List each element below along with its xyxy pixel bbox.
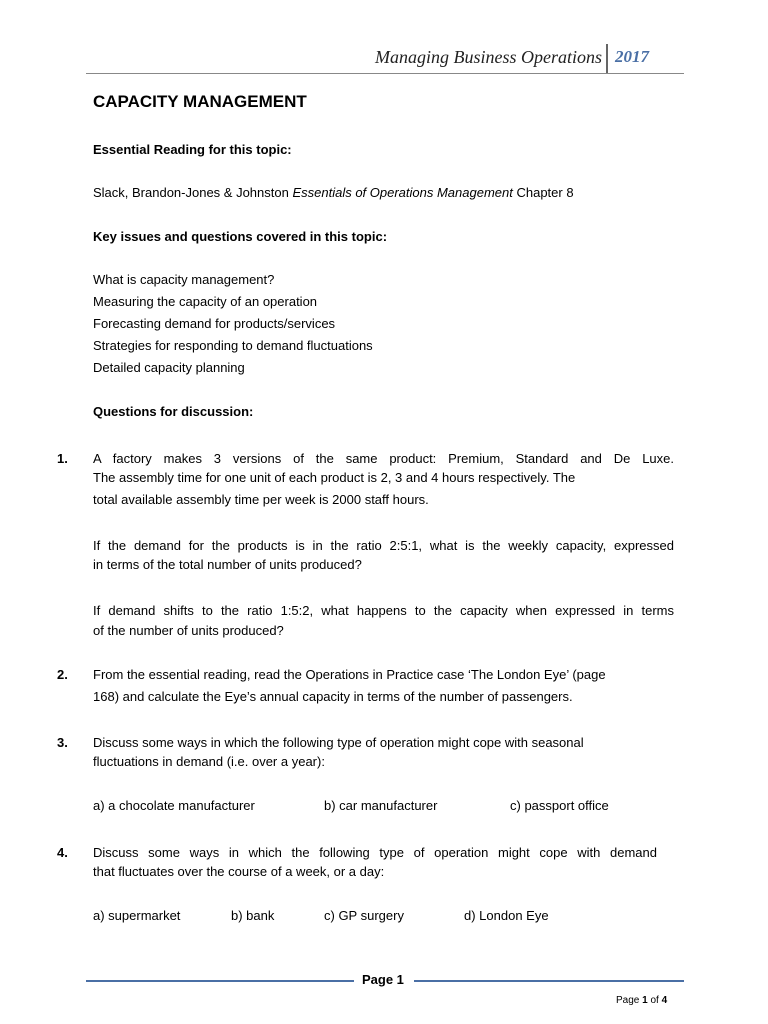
question-line: Discuss some ways in which the following type of operation might cope with demand bbox=[93, 845, 657, 860]
reading-reference bbox=[93, 185, 574, 200]
question-line: A factory makes 3 versions of the same product: Premium, Standard and De Luxe. bbox=[93, 451, 674, 466]
page-title: CAPACITY MANAGEMENT bbox=[93, 92, 307, 111]
reading-book: Essentials of Operations Management bbox=[292, 185, 513, 200]
footer-rule-left bbox=[86, 980, 354, 982]
footer-page-label: Page 1 bbox=[362, 972, 404, 987]
page-header bbox=[0, 44, 768, 74]
header-title: Managing Business Operations bbox=[375, 47, 602, 67]
reading-authors: Slack, Brandon-Jones & Johnston bbox=[93, 185, 293, 200]
option-item: c) passport office bbox=[510, 798, 609, 813]
question-number: 3. bbox=[57, 735, 68, 750]
page-counter bbox=[616, 995, 667, 1006]
list-item: Strategies for responding to demand fluctuations bbox=[93, 338, 373, 353]
question-line: If the demand for the products is in the ratio 2:5:1, what is the weekly capacity, expressed bbox=[93, 538, 674, 553]
question-line: Discuss some ways in which the following type of operation might cope with seasonal bbox=[93, 735, 584, 750]
option-item: a) supermarket bbox=[93, 908, 181, 923]
question-line: of the number of units produced? bbox=[93, 623, 284, 638]
key-issues-label: Key issues and questions covered in this topic: bbox=[93, 229, 388, 244]
reading-label: Essential Reading for this topic: bbox=[93, 142, 292, 157]
header-rule bbox=[86, 73, 684, 74]
option-item: c) GP surgery bbox=[324, 908, 404, 923]
option-item: a) a chocolate manufacturer bbox=[93, 798, 255, 813]
list-item: Measuring the capacity of an operation bbox=[93, 294, 318, 309]
page-counter-current: 1 bbox=[642, 995, 648, 1006]
question-number: 4. bbox=[57, 845, 68, 860]
page-counter-word: Page bbox=[616, 995, 643, 1006]
question-line: The assembly time for one unit of each product is 2, 3 and 4 hours respectively. The bbox=[93, 470, 576, 485]
list-item: Forecasting demand for products/services bbox=[93, 316, 336, 331]
question-line: total available assembly time per week is 2000 staff hours. bbox=[93, 492, 429, 507]
question-line: in terms of the total number of units produced? bbox=[93, 557, 362, 572]
question-number: 2. bbox=[57, 667, 68, 682]
option-item: d) London Eye bbox=[464, 908, 549, 923]
option-item: b) car manufacturer bbox=[324, 798, 438, 813]
question-number: 1. bbox=[57, 451, 68, 466]
footer-rule-right bbox=[414, 980, 684, 982]
header-year: 2017 bbox=[615, 47, 649, 66]
question-line: that fluctuates over the course of a week, or a day: bbox=[93, 864, 385, 879]
list-item: What is capacity management? bbox=[93, 272, 275, 287]
list-item: Detailed capacity planning bbox=[93, 360, 245, 375]
question-line: 168) and calculate the Eye’s annual capacity in terms of the number of passengers. bbox=[93, 689, 573, 704]
page-counter-total: 4 bbox=[661, 995, 668, 1006]
discussion-label: Questions for discussion: bbox=[93, 404, 254, 419]
reading-chapter: Chapter 8 bbox=[512, 185, 574, 200]
question-line: If demand shifts to the ratio 1:5:2, what happens to the capacity when expressed in terms bbox=[93, 603, 674, 618]
header-divider bbox=[606, 44, 608, 74]
question-line: From the essential reading, read the Operations in Practice case ‘The London Eye’ (page bbox=[93, 667, 606, 682]
question-line: fluctuations in demand (i.e. over a year): bbox=[93, 754, 325, 769]
option-item: b) bank bbox=[231, 908, 275, 923]
page-counter-of: of bbox=[647, 995, 662, 1006]
